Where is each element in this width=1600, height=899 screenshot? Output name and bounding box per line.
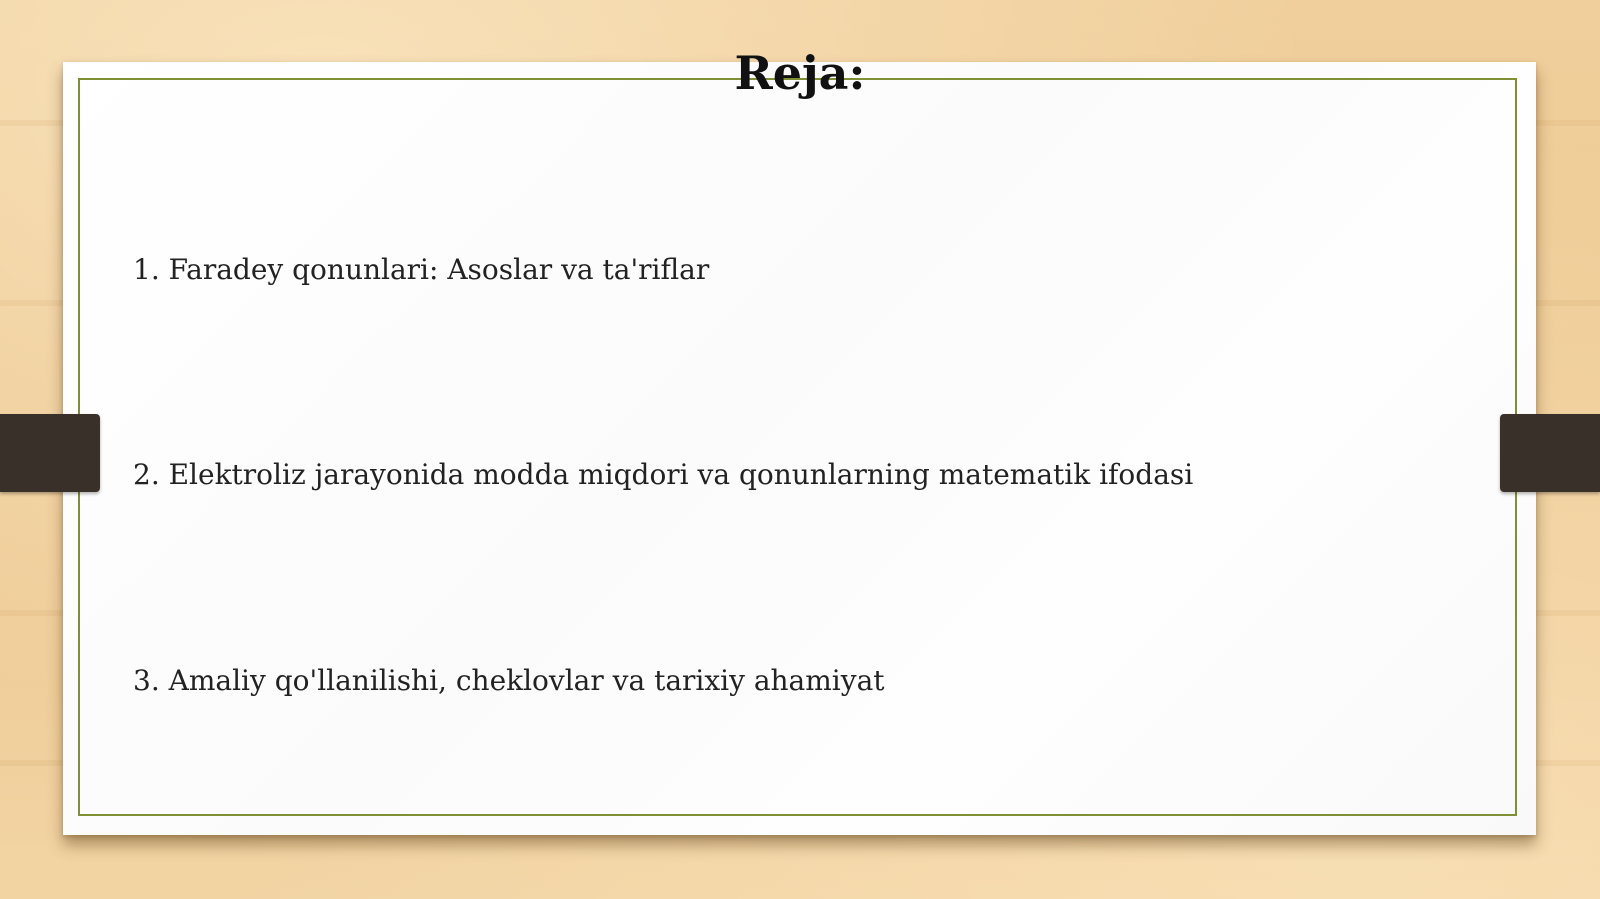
slide-frame-border — [78, 78, 1517, 816]
slide-card — [63, 62, 1536, 835]
slide-title: Reja: — [734, 46, 866, 100]
left-binder-tab — [0, 414, 100, 492]
plan-item-1: 1. Faradey qonunlari: Asoslar va ta'riflar — [133, 253, 710, 286]
plan-item-2: 2. Elektroliz jarayonida modda miqdori va qonunlarning matematik ifodasi — [133, 458, 1194, 491]
right-binder-tab — [1500, 414, 1600, 492]
plan-item-3: 3. Amaliy qo'llanilishi, cheklovlar va tarixiy ahamiyat — [133, 664, 885, 697]
